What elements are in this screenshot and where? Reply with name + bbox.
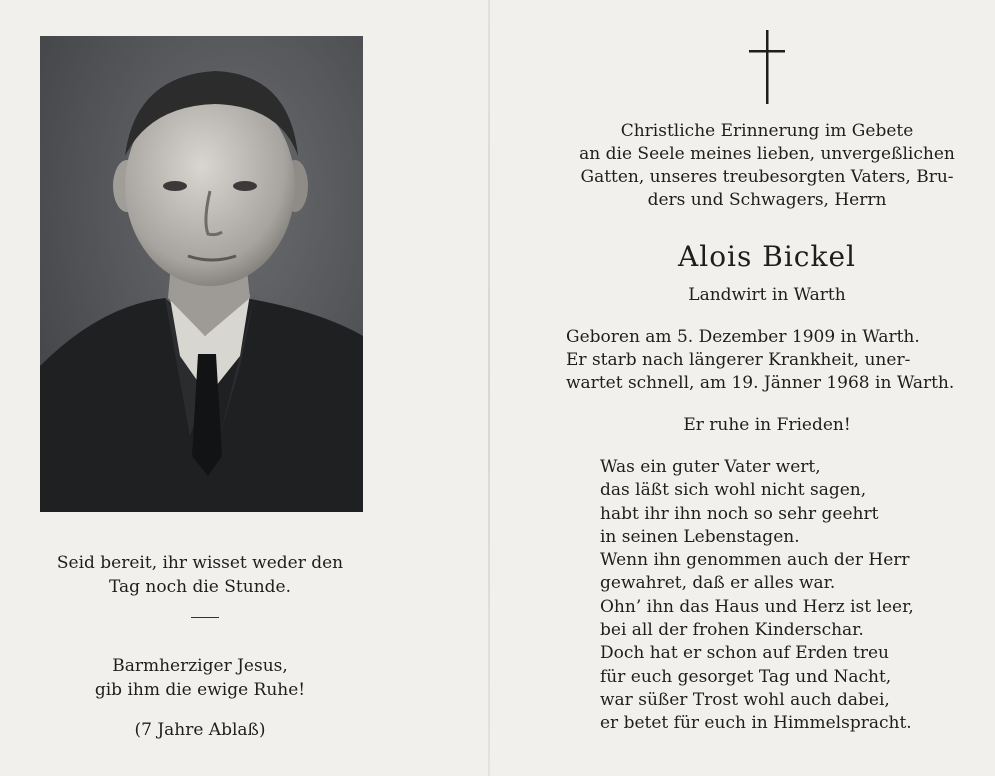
rest-in-peace: Er ruhe in Frieden!: [683, 415, 851, 435]
poem-line: Ohn’ ihn das Haus und Herz ist leer,: [600, 596, 914, 617]
verse-line: Tag noch die Stunde.: [108, 577, 291, 597]
deceased-name: Alois Bickel: [678, 240, 856, 273]
bio-line: wartet schnell, am 19. Jänner 1968 in Warth.: [566, 373, 955, 393]
dedication-line: ders und Schwagers, Herrn: [647, 190, 887, 210]
portrait-illustration: [40, 36, 363, 512]
bio-line: Er starb nach längerer Krankheit, uner-: [566, 350, 911, 370]
poem-line: bei all der frohen Kinderschar.: [600, 620, 864, 641]
cross-icon: [747, 30, 787, 104]
prayer: [30, 654, 370, 702]
poem-line: habt ihr ihn noch so sehr geehrt: [600, 503, 879, 524]
poem-line: Wenn ihn genommen auch der Herr: [600, 550, 910, 571]
biography: [566, 326, 968, 395]
poem-line: Was ein guter Vater wert,: [600, 457, 821, 477]
occupation: Landwirt in Warth: [688, 285, 846, 305]
poem-line: das läßt sich wohl nicht sagen,: [600, 480, 867, 501]
bio-line: Geboren am 5. Dezember 1909 in Warth.: [566, 327, 920, 347]
dedication: [560, 120, 974, 212]
poem-line: in seinen Lebenstagen.: [600, 526, 800, 547]
prayer-line: Barmherziger Jesus,: [112, 656, 288, 676]
poem-line: er betet für euch in Himmelspracht.: [600, 713, 912, 734]
dedication-line: Christliche Erinnerung im Gebete: [620, 121, 914, 141]
poem-line: war süßer Trost wohl auch dabei,: [600, 689, 890, 710]
portrait-photo: [40, 36, 363, 512]
dedication-line: an die Seele meines lieben, unvergeßlichen: [579, 144, 955, 164]
verse-line: Seid bereit, ihr wisset weder den: [56, 553, 344, 573]
prayer-line: gib ihm die ewige Ruhe!: [94, 680, 306, 700]
verse: [30, 551, 370, 599]
divider-rule: [191, 617, 219, 618]
fold-line: [488, 0, 490, 776]
poem-line: gewahret, daß er alles war.: [600, 573, 836, 594]
poem: [600, 456, 960, 736]
indulgence-note: (7 Jahre Ablaß): [134, 720, 266, 740]
poem-line: für euch gesorget Tag und Nacht,: [600, 666, 892, 687]
poem-line: Doch hat er schon auf Erden treu: [600, 643, 890, 664]
dedication-line: Gatten, unseres treubesorgten Vaters, Bru-: [580, 167, 954, 187]
